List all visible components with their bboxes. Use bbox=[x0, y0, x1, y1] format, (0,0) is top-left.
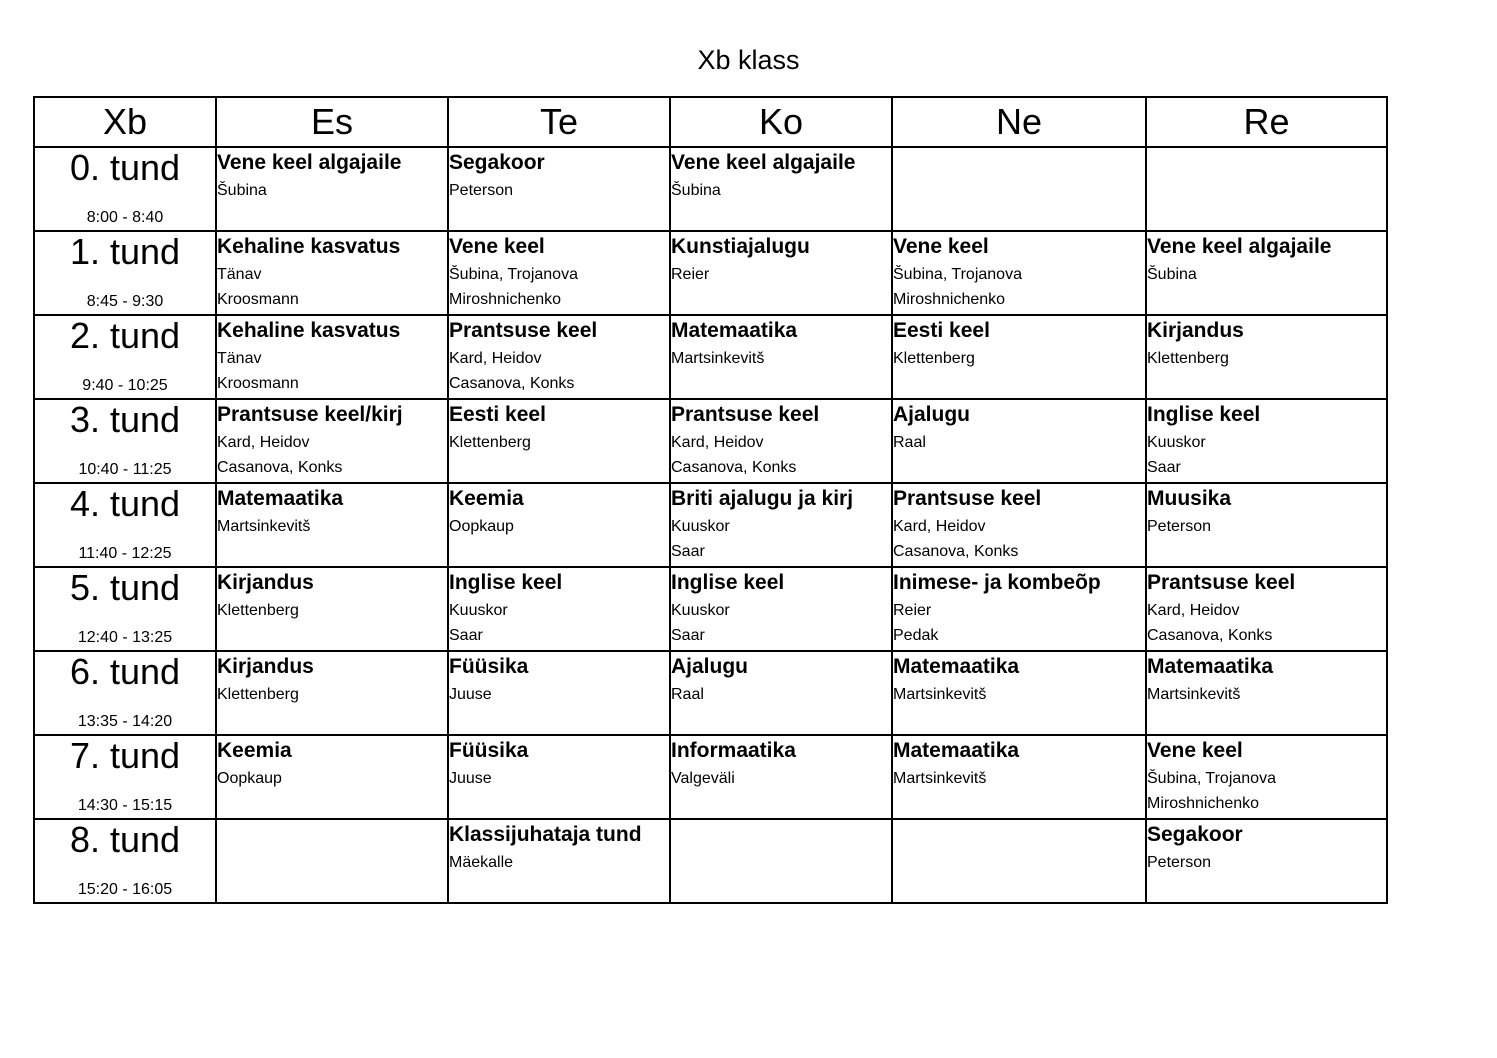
teacher-names: Klettenberg bbox=[217, 602, 299, 619]
period-time: 8:00 - 8:40 bbox=[86, 209, 164, 226]
subject-name: Prantsuse keel bbox=[1147, 571, 1296, 594]
lesson-cell bbox=[216, 735, 448, 819]
subject-name: Prantsuse keel bbox=[893, 487, 1042, 510]
teacher-names: Casanova, Konks bbox=[449, 375, 575, 392]
subject-name: Keemia bbox=[449, 487, 524, 510]
teacher-names: Oopkaup bbox=[449, 518, 514, 535]
teacher-names: Casanova, Konks bbox=[671, 459, 797, 476]
period-cell bbox=[34, 819, 216, 903]
subject-name: Inglise keel bbox=[449, 571, 563, 594]
teacher-names: Šubina, Trojanova bbox=[893, 266, 1022, 283]
teacher-names: Kuuskor bbox=[671, 602, 730, 619]
lesson-cell bbox=[216, 567, 448, 651]
lesson-cell bbox=[670, 399, 892, 483]
subject-name: Kehaline kasvatus bbox=[217, 319, 401, 342]
period-cell bbox=[34, 567, 216, 651]
subject-name: Segakoor bbox=[449, 151, 545, 174]
lesson-cell bbox=[448, 399, 670, 483]
lesson-cell bbox=[892, 651, 1146, 735]
subject-name: Vene keel bbox=[449, 235, 545, 258]
lesson-cell bbox=[448, 819, 670, 903]
subject-name: Vene keel algajaile bbox=[1147, 235, 1332, 258]
timetable bbox=[33, 96, 1388, 904]
subject-name: Eesti keel bbox=[893, 319, 990, 342]
subject-name: Prantsuse keel/kirj bbox=[217, 403, 403, 426]
period-name: 3. tund bbox=[69, 399, 181, 440]
period-time: 11:40 - 12:25 bbox=[78, 545, 172, 562]
teacher-names: Kard, Heidov bbox=[449, 350, 542, 367]
lesson-cell bbox=[1146, 483, 1387, 567]
subject-name: Kehaline kasvatus bbox=[217, 235, 401, 258]
table-row bbox=[34, 567, 1387, 651]
period-cell bbox=[34, 735, 216, 819]
period-cell bbox=[34, 231, 216, 315]
teacher-names: Šubina bbox=[671, 182, 721, 199]
lesson-cell bbox=[1146, 819, 1387, 903]
lesson-cell bbox=[448, 567, 670, 651]
subject-name: Vene keel algajaile bbox=[217, 151, 402, 174]
header-day-ko: Ko bbox=[670, 97, 892, 147]
teacher-names: Kard, Heidov bbox=[893, 518, 986, 535]
teacher-names: Juuse bbox=[449, 686, 492, 703]
teacher-names: Šubina bbox=[217, 182, 267, 199]
teacher-names: Saar bbox=[1147, 459, 1181, 476]
subject-name: Informaatika bbox=[671, 739, 796, 762]
table-row bbox=[34, 315, 1387, 399]
lesson-cell bbox=[892, 399, 1146, 483]
lesson-cell bbox=[670, 651, 892, 735]
period-time: 14:30 - 15:15 bbox=[77, 797, 173, 814]
header-day-re: Re bbox=[1146, 97, 1387, 147]
lesson-cell bbox=[892, 483, 1146, 567]
lesson-cell bbox=[670, 483, 892, 567]
teacher-names: Martsinkevitš bbox=[671, 350, 765, 367]
lesson-cell bbox=[216, 483, 448, 567]
page-title: Xb klass bbox=[697, 45, 800, 75]
lesson-cell bbox=[448, 651, 670, 735]
subject-name: Prantsuse keel bbox=[671, 403, 820, 426]
teacher-names: Martsinkevitš bbox=[217, 518, 311, 535]
period-name: 6. tund bbox=[69, 651, 181, 692]
subject-name: Matemaatika bbox=[671, 319, 798, 342]
lesson-cell bbox=[216, 315, 448, 399]
teacher-names: Martsinkevitš bbox=[893, 686, 987, 703]
lesson-cell bbox=[892, 315, 1146, 399]
table-row bbox=[34, 147, 1387, 231]
teacher-names: Klettenberg bbox=[449, 434, 531, 451]
lesson-cell bbox=[448, 315, 670, 399]
teacher-names: Casanova, Konks bbox=[1147, 627, 1273, 644]
lesson-cell bbox=[892, 231, 1146, 315]
teacher-names: Kard, Heidov bbox=[671, 434, 764, 451]
subject-name: Prantsuse keel bbox=[449, 319, 598, 342]
teacher-names: Raal bbox=[671, 686, 704, 703]
lesson-cell bbox=[670, 819, 892, 903]
teacher-names: Kroosmann bbox=[217, 291, 299, 308]
table-row bbox=[34, 651, 1387, 735]
lesson-cell bbox=[1146, 231, 1387, 315]
lesson-cell bbox=[1146, 567, 1387, 651]
teacher-names: Kuuskor bbox=[449, 602, 508, 619]
table-row bbox=[34, 735, 1387, 819]
lesson-cell bbox=[1146, 315, 1387, 399]
subject-name: Füüsika bbox=[449, 655, 529, 678]
subject-name: Briti ajalugu ja kirj bbox=[671, 487, 854, 510]
lesson-cell bbox=[892, 147, 1146, 231]
table-row bbox=[34, 483, 1387, 567]
teacher-names: Valgeväli bbox=[671, 770, 735, 787]
period-time: 8:45 - 9:30 bbox=[86, 293, 164, 310]
teacher-names: Juuse bbox=[449, 770, 492, 787]
subject-name: Keemia bbox=[217, 739, 292, 762]
subject-name: Vene keel algajaile bbox=[671, 151, 856, 174]
lesson-cell bbox=[448, 231, 670, 315]
period-time: 15:20 - 16:05 bbox=[77, 881, 173, 898]
period-time: 9:40 - 10:25 bbox=[82, 377, 168, 394]
subject-name: Inglise keel bbox=[671, 571, 785, 594]
period-name: 2. tund bbox=[69, 315, 181, 356]
subject-name: Kirjandus bbox=[217, 571, 314, 594]
period-name: 4. tund bbox=[69, 483, 181, 524]
subject-name: Inglise keel bbox=[1147, 403, 1261, 426]
teacher-names: Saar bbox=[671, 543, 705, 560]
period-name: 5. tund bbox=[69, 567, 181, 608]
period-time: 13:35 - 14:20 bbox=[77, 713, 173, 730]
subject-name: Klassijuhataja tund bbox=[449, 823, 642, 846]
period-time: 12:40 - 13:25 bbox=[77, 629, 173, 646]
lesson-cell bbox=[1146, 651, 1387, 735]
lesson-cell bbox=[1146, 735, 1387, 819]
lesson-cell bbox=[892, 567, 1146, 651]
lesson-cell bbox=[670, 147, 892, 231]
teacher-names: Saar bbox=[449, 627, 483, 644]
subject-name: Matemaatika bbox=[893, 739, 1020, 762]
teacher-names: Mäekalle bbox=[449, 854, 514, 871]
teacher-names: Kuuskor bbox=[671, 518, 730, 535]
lesson-cell bbox=[670, 231, 892, 315]
subject-name: Segakoor bbox=[1147, 823, 1243, 846]
lesson-cell bbox=[892, 819, 1146, 903]
period-name: 0. tund bbox=[69, 147, 181, 188]
subject-name: Matemaatika bbox=[217, 487, 344, 510]
lesson-cell bbox=[448, 483, 670, 567]
lesson-cell bbox=[216, 399, 448, 483]
subject-name: Inimese- ja kombeõp bbox=[893, 571, 1101, 594]
teacher-names: Martsinkevitš bbox=[1147, 686, 1241, 703]
table-row bbox=[34, 231, 1387, 315]
teacher-names: Šubina, Trojanova bbox=[1147, 770, 1276, 787]
teacher-names: Šubina, Trojanova bbox=[449, 266, 578, 283]
period-cell bbox=[34, 483, 216, 567]
lesson-cell bbox=[670, 735, 892, 819]
period-name: 8. tund bbox=[69, 819, 181, 860]
subject-name: Matemaatika bbox=[1147, 655, 1274, 678]
teacher-names: Tänav bbox=[217, 350, 262, 367]
teacher-names: Kard, Heidov bbox=[217, 434, 310, 451]
lesson-cell bbox=[448, 735, 670, 819]
teacher-names: Miroshnichenko bbox=[893, 291, 1006, 308]
period-cell bbox=[34, 651, 216, 735]
teacher-names: Tänav bbox=[217, 266, 262, 283]
subject-name: Ajalugu bbox=[893, 403, 970, 426]
teacher-names: Klettenberg bbox=[1147, 350, 1229, 367]
teacher-names: Pedak bbox=[893, 627, 939, 644]
lesson-cell bbox=[216, 819, 448, 903]
header-day-es: Es bbox=[216, 97, 448, 147]
period-cell bbox=[34, 315, 216, 399]
period-cell bbox=[34, 399, 216, 483]
subject-name: Muusika bbox=[1147, 487, 1232, 510]
lesson-cell bbox=[670, 315, 892, 399]
teacher-names: Casanova, Konks bbox=[217, 459, 343, 476]
header-day-ne: Ne bbox=[892, 97, 1146, 147]
header-day-te: Te bbox=[448, 97, 670, 147]
teacher-names: Raal bbox=[893, 434, 926, 451]
teacher-names: Saar bbox=[671, 627, 705, 644]
subject-name: Vene keel bbox=[1147, 739, 1243, 762]
subject-name: Ajalugu bbox=[671, 655, 748, 678]
teacher-names: Peterson bbox=[449, 182, 514, 199]
teacher-names: Kard, Heidov bbox=[1147, 602, 1240, 619]
teacher-names: Klettenberg bbox=[217, 686, 299, 703]
period-time: 10:40 - 11:25 bbox=[78, 461, 172, 478]
header-class: Xb bbox=[34, 97, 216, 147]
lesson-cell bbox=[216, 147, 448, 231]
header-row bbox=[34, 97, 1387, 147]
subject-name: Kirjandus bbox=[1147, 319, 1244, 342]
teacher-names: Klettenberg bbox=[893, 350, 975, 367]
lesson-cell bbox=[892, 735, 1146, 819]
teacher-names: Miroshnichenko bbox=[1147, 795, 1260, 812]
teacher-names: Kuuskor bbox=[1147, 434, 1206, 451]
subject-name: Füüsika bbox=[449, 739, 529, 762]
teacher-names: Peterson bbox=[1147, 518, 1212, 535]
lesson-cell bbox=[670, 567, 892, 651]
table-row bbox=[34, 399, 1387, 483]
teacher-names: Oopkaup bbox=[217, 770, 282, 787]
subject-name: Matemaatika bbox=[893, 655, 1020, 678]
lesson-cell bbox=[216, 231, 448, 315]
table-row bbox=[34, 819, 1387, 903]
teacher-names: Šubina bbox=[1147, 266, 1197, 283]
lesson-cell bbox=[1146, 399, 1387, 483]
teacher-names: Kroosmann bbox=[217, 375, 299, 392]
teacher-names: Casanova, Konks bbox=[893, 543, 1019, 560]
period-cell bbox=[34, 147, 216, 231]
subject-name: Vene keel bbox=[893, 235, 989, 258]
teacher-names: Reier bbox=[893, 602, 932, 619]
lesson-cell bbox=[448, 147, 670, 231]
period-name: 1. tund bbox=[69, 231, 181, 272]
lesson-cell bbox=[1146, 147, 1387, 231]
lesson-cell bbox=[216, 651, 448, 735]
period-name: 7. tund bbox=[69, 735, 181, 776]
subject-name: Eesti keel bbox=[449, 403, 546, 426]
teacher-names: Reier bbox=[671, 266, 710, 283]
timetable-body bbox=[34, 147, 1387, 903]
subject-name: Kunstiajalugu bbox=[671, 235, 810, 258]
subject-name: Kirjandus bbox=[217, 655, 314, 678]
teacher-names: Peterson bbox=[1147, 854, 1212, 871]
teacher-names: Martsinkevitš bbox=[893, 770, 987, 787]
teacher-names: Miroshnichenko bbox=[449, 291, 562, 308]
